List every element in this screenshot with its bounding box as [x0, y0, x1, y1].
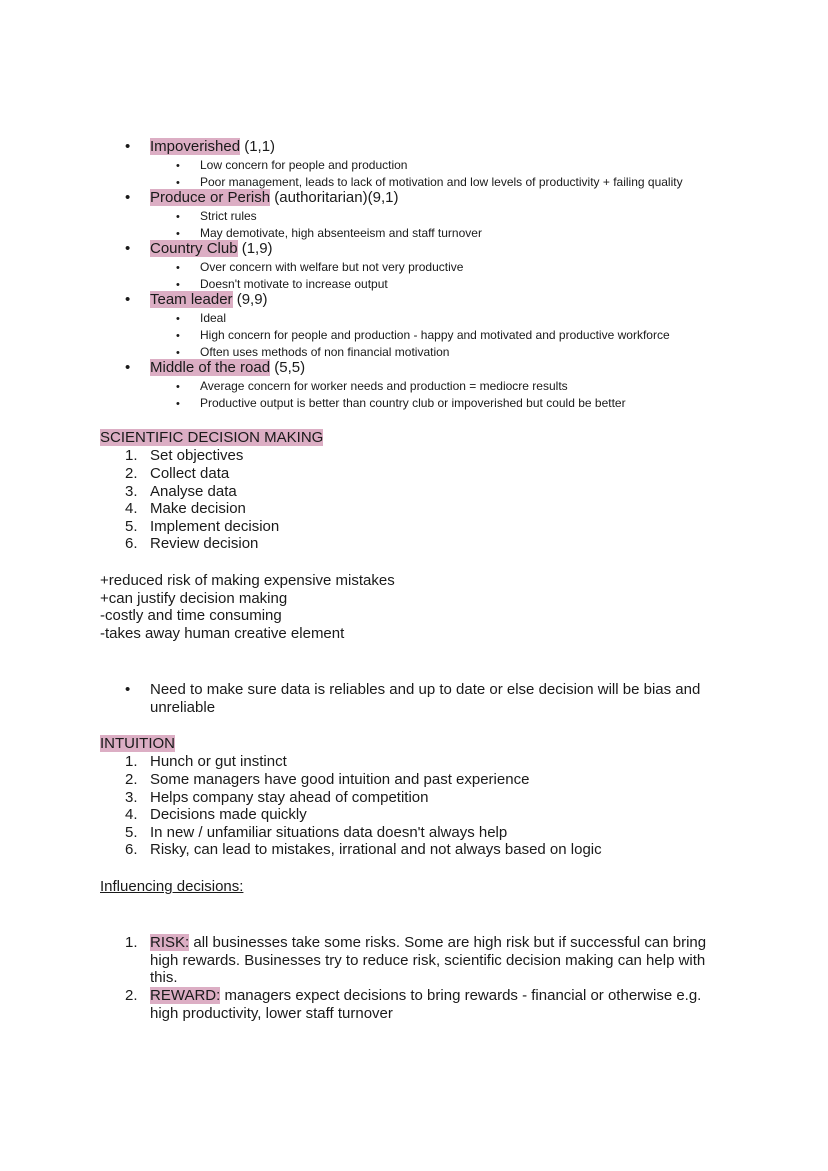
bullet: • [125, 240, 131, 257]
list-number: 4. [125, 806, 138, 823]
list-item: Set objectives [150, 447, 244, 464]
list-number: 2. [125, 771, 138, 788]
sub-bullet: • [176, 211, 180, 223]
style-name: Impoverished [150, 138, 241, 155]
influence-text: all businesses take some risks. Some are high risk but if successful can bring high rewards. Businesses try to reduce risk, scientific decision making can help with this. [150, 934, 707, 986]
bullet: • [125, 138, 131, 155]
style-point: Over concern with welfare but not very productive [200, 260, 464, 274]
list-number: 6. [125, 535, 138, 552]
list-number: 6. [125, 841, 138, 858]
con-item: -takes away human creative element [100, 625, 345, 642]
con-item: -costly and time consuming [100, 607, 282, 624]
style-country-club [150, 240, 273, 257]
sub-bullet: • [176, 347, 180, 359]
sub-bullet: • [176, 262, 180, 274]
bullet: • [125, 359, 131, 376]
pro-item: +can justify decision making [100, 590, 288, 607]
bullet: • [125, 189, 131, 206]
list-item: Helps company stay ahead of competition [150, 789, 429, 806]
style-name: Country Club [150, 240, 238, 257]
style-point: Strict rules [200, 209, 257, 223]
influence-text: managers expect decisions to bring rewards - financial or otherwise e.g. high productivity, lower staff turnover [150, 987, 702, 1022]
style-point: Average concern for worker needs and production = mediocre results [200, 379, 568, 393]
influence-risk [150, 934, 725, 987]
style-impoverished [150, 138, 275, 155]
style-rating: (5,5) [270, 359, 306, 376]
sub-bullet: • [176, 330, 180, 342]
list-item: Hunch or gut instinct [150, 753, 287, 770]
list-number: 3. [125, 483, 138, 500]
sub-bullet: • [176, 228, 180, 240]
style-point: Often uses methods of non financial motivation [200, 345, 450, 359]
style-rating: (1,1) [240, 138, 276, 155]
list-number: 1. [125, 753, 138, 770]
list-number: 4. [125, 500, 138, 517]
list-item: Implement decision [150, 518, 280, 535]
style-point: Low concern for people and production [200, 158, 408, 172]
list-number: 2. [125, 465, 138, 482]
style-rating: (9,9) [232, 291, 268, 308]
style-produce-or-perish [150, 189, 398, 206]
sub-bullet: • [176, 160, 180, 172]
data-reliability-note: Need to make sure data is reliables and up to date or else decision will be bias and unreliable [150, 681, 701, 716]
style-name: Middle of the road [150, 359, 271, 376]
sub-bullet: • [176, 381, 180, 393]
list-item: Risky, can lead to mistakes, irrational and not always based on logic [150, 841, 602, 858]
list-item: Decisions made quickly [150, 806, 307, 823]
influence-reward [150, 987, 725, 1022]
style-name: Produce or Perish [150, 189, 271, 206]
intuition-heading: INTUITION [100, 735, 175, 752]
list-number: 5. [125, 518, 138, 535]
style-point: Productive output is better than country club or impoverished but could be better [200, 396, 626, 410]
style-point: Poor management, leads to lack of motivation and low levels of productivity + failing quality [200, 175, 683, 189]
style-point: High concern for people and production - happy and motivated and productive workforce [200, 328, 670, 342]
list-item: Some managers have good intuition and past experience [150, 771, 530, 788]
list-item: Make decision [150, 500, 246, 517]
influence-label: REWARD: [150, 987, 221, 1004]
list-item: Collect data [150, 465, 230, 482]
list-item: In new / unfamiliar situations data doesn't always help [150, 824, 508, 841]
style-point: May demotivate, high absenteeism and staff turnover [200, 226, 482, 240]
sub-bullet: • [176, 313, 180, 325]
influence-label: RISK: [150, 934, 190, 951]
style-middle-of-the-road [150, 359, 305, 376]
list-number: 5. [125, 824, 138, 841]
style-rating: (1,9) [237, 240, 273, 257]
style-point: Doesn't motivate to increase output [200, 277, 388, 291]
scientific-heading: SCIENTIFIC DECISION MAKING [100, 429, 324, 446]
style-point: Ideal [200, 311, 227, 325]
sub-bullet: • [176, 398, 180, 410]
bullet: • [125, 291, 131, 308]
list-number: 2. [125, 987, 138, 1004]
list-number: 1. [125, 934, 138, 951]
bullet: • [125, 681, 131, 698]
style-rating: (authoritarian)(9,1) [270, 189, 399, 206]
style-name: Team leader [150, 291, 233, 308]
pro-item: +reduced risk of making expensive mistakes [100, 572, 395, 589]
sub-bullet: • [176, 177, 180, 189]
list-number: 3. [125, 789, 138, 806]
list-item: Review decision [150, 535, 259, 552]
influencing-heading: Influencing decisions: [100, 878, 244, 895]
list-number: 1. [125, 447, 138, 464]
sub-bullet: • [176, 279, 180, 291]
list-item: Analyse data [150, 483, 237, 500]
style-team-leader [150, 291, 268, 308]
